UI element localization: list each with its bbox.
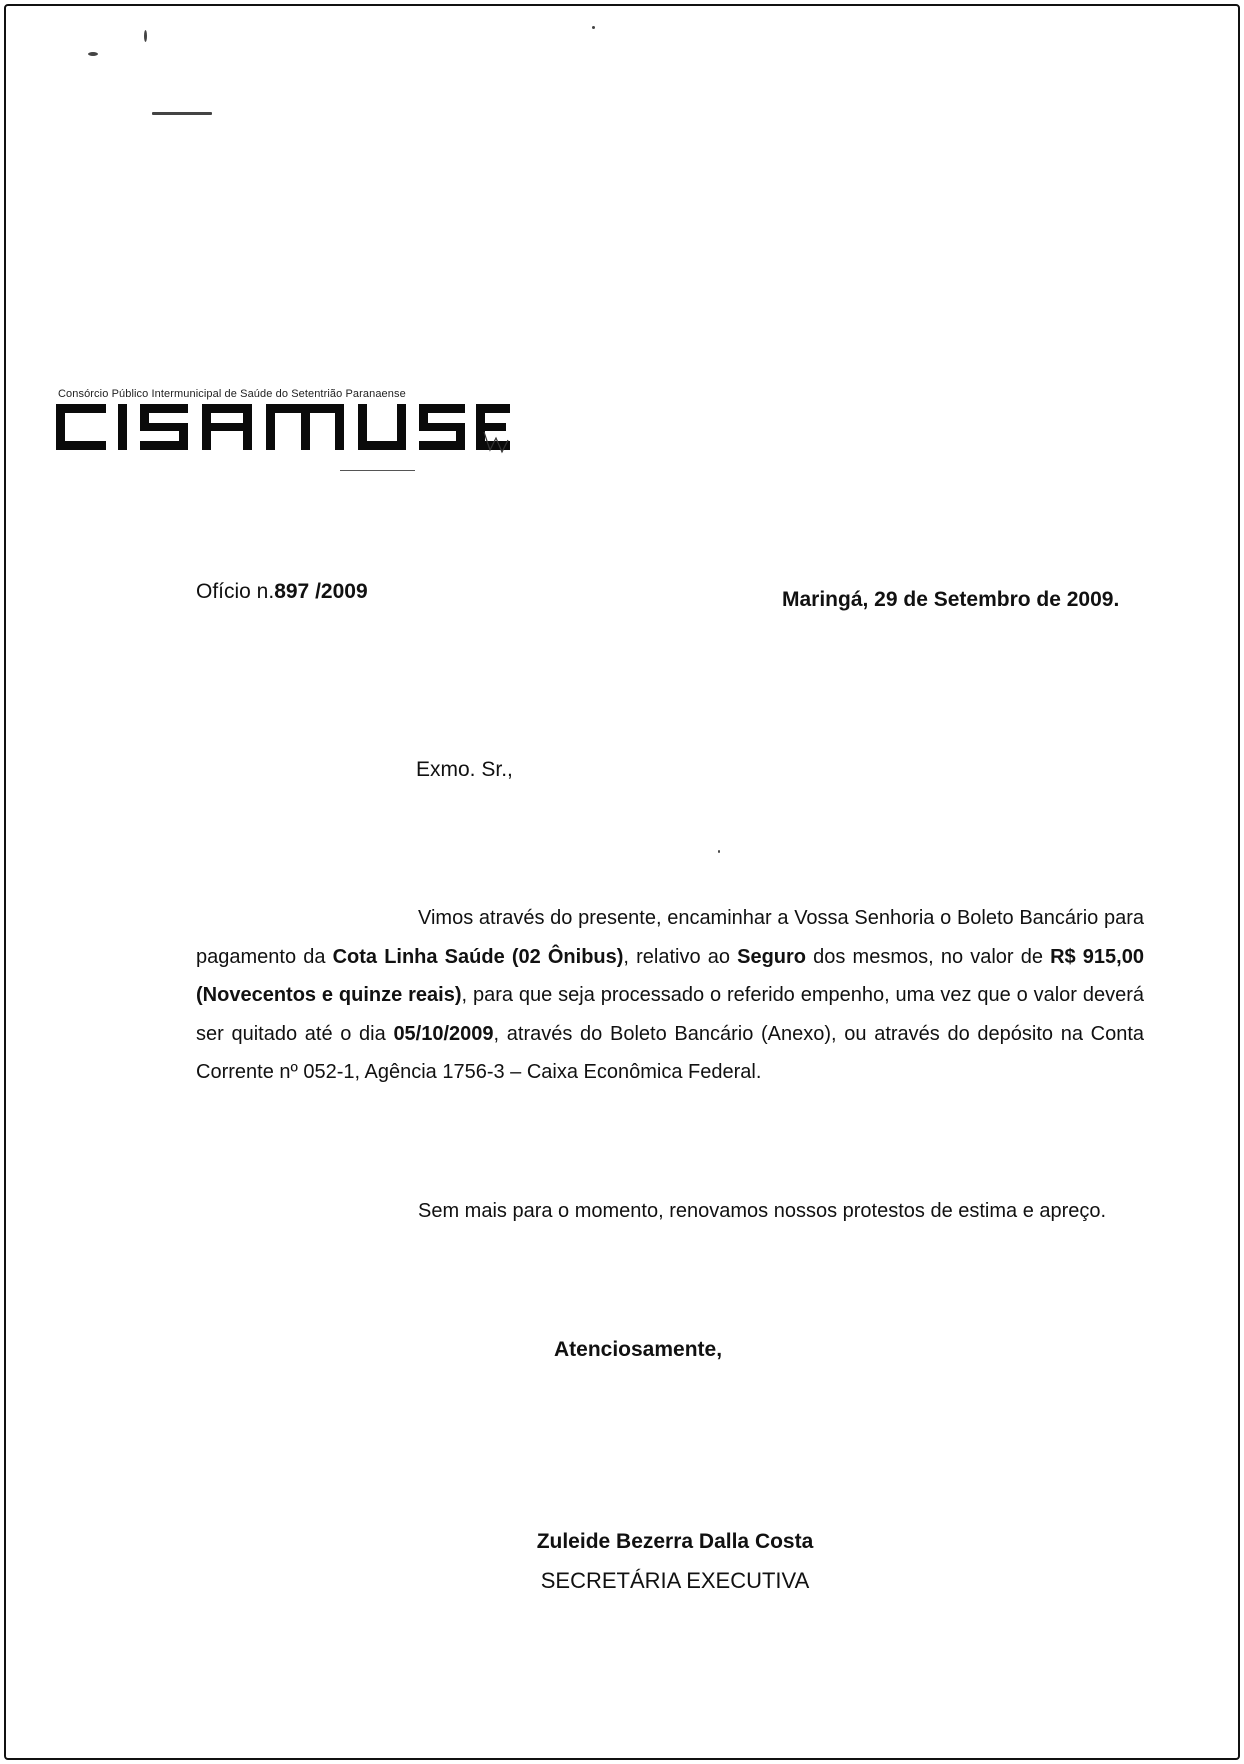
scan-speck	[592, 26, 595, 29]
letter-body-segment: Seguro	[737, 945, 807, 968]
scan-speck	[144, 30, 147, 42]
office-number-value: 897 /2009	[274, 580, 368, 603]
letter-body-segment: , relativo ao	[623, 945, 738, 968]
letter-body-segment: dos mesmos, no valor de	[806, 945, 1051, 968]
letter-body	[196, 899, 1144, 1092]
closing: Atenciosamente,	[554, 1338, 723, 1361]
letter-body-segment: 05/10/2009	[393, 1022, 494, 1045]
letter-body-segment: , para que seja processado o referido empenho, uma vez que o valor deverá ser quitado até o dia	[196, 984, 1144, 1045]
cisamusep-logo	[56, 402, 516, 454]
logo-underline	[340, 470, 415, 471]
office-prefix: Ofício n.	[196, 580, 275, 603]
scan-speck	[152, 112, 212, 115]
date-line: Maringá, 29 de Setembro de 2009.	[782, 588, 1120, 611]
scan-speck	[88, 52, 98, 56]
page-border	[4, 4, 1240, 1760]
letter-body-segment: Cota Linha Saúde (02 Ônibus)	[332, 945, 624, 968]
signer-title: SECRETÁRIA EXECUTIVA	[540, 1568, 810, 1593]
closing-paragraph: Sem mais para o momento, renovamos nossos protestos de estima e apreço.	[418, 1200, 1107, 1222]
letter-body-segment: , através do Boleto Bancário (Anexo), ou através do depósito na Conta Corrente nº 052-1, Agência 1756-3 – Caixa Econômica Federal.	[196, 1022, 1144, 1083]
signer-name: Zuleide Bezerra Dalla Costa	[536, 1530, 814, 1553]
scan-speck	[718, 850, 720, 853]
letter-body-segment: R$ 915,00 (Novecentos e quinze reais)	[196, 945, 1144, 1006]
salutation: Exmo. Sr.,	[416, 758, 513, 781]
office-number	[196, 580, 368, 604]
organization-full-name: Consórcio Público Intermunicipal de Saúde do Setentrião Paranaense	[58, 388, 406, 400]
letter-body-segment: Vimos através do presente, encaminhar a Vossa Senhoria o Boleto Bancário para pagamento da	[196, 907, 1144, 968]
